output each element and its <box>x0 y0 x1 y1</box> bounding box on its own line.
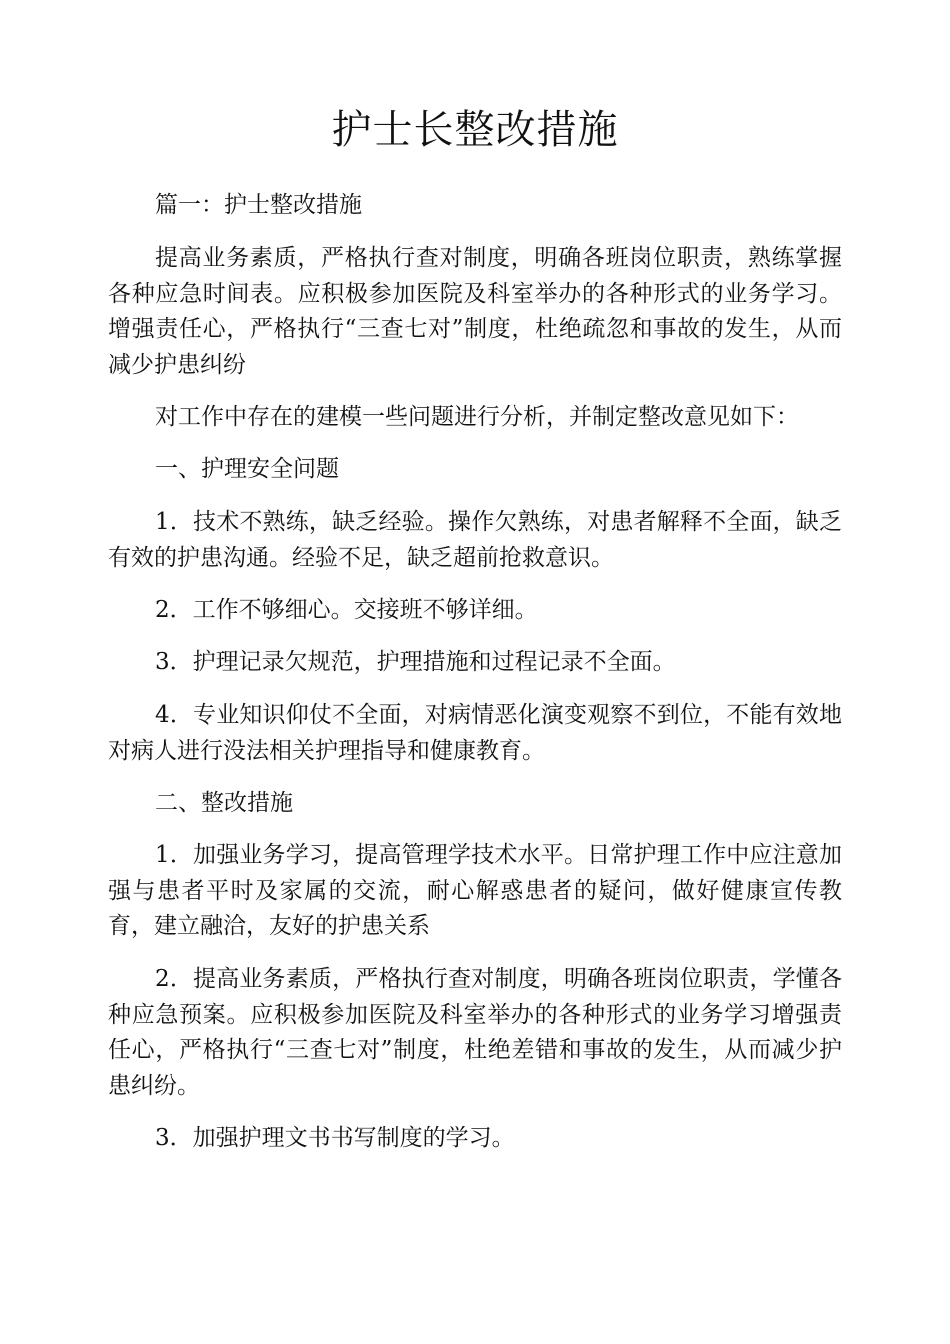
list-item-issue-3: 3．护理记录欠规范，护理措施和过程记录不全面。 <box>155 649 676 675</box>
section-heading-measures: 二、整改措施 <box>155 790 293 816</box>
list-item-measure-1: 1．加强业务学习，提高管理学技术水平。日常护理工作中应注意加强与患者平时及家属的交流，耐心解惑患者的疑问，做好健康宣传教育，建立融洽，友好的护患关系 <box>108 842 842 939</box>
list-item-measure-2: 2．提高业务素质，严格执行查对制度，明确各班岗位职责，学懂各种应急预案。应积极参加医院及科室举办的各种形式的业务学习增强责任心，严格执行“三查七对”制度，杜绝差错和事故的发生，从而减少护患纠纷。 <box>108 966 842 1099</box>
list-item-issue-2: 2．工作不够细心。交接班不够详细。 <box>155 597 538 623</box>
list-item-measure-3: 3．加强护理文书书写制度的学习。 <box>155 1125 515 1151</box>
section-heading-part-one: 篇一：护士整改措施 <box>155 192 362 218</box>
paragraph-intro: 提高业务素质，严格执行查对制度，明确各班岗位职责，熟练掌握各种应急时间表。应积极参加医院及科室举办的各种形式的业务学习。增强责任心，严格执行“三查七对”制度，杜绝疏忽和事故的发生，从而减少护患纠纷 <box>108 245 842 378</box>
list-item-issue-1: 1．技术不熟练，缺乏经验。操作欠熟练，对患者解释不全面，缺乏有效的护患沟通。经验不足，缺乏超前抢救意识。 <box>108 509 842 571</box>
paragraph-analysis-lead: 对工作中存在的建模一些问题进行分析，并制定整改意见如下： <box>155 404 799 430</box>
section-heading-safety-issues: 一、护理安全问题 <box>155 456 339 482</box>
document-title: 护士长整改措施 <box>331 107 619 153</box>
list-item-issue-4: 4．专业知识仰仗不全面，对病情恶化演变观察不到位，不能有效地对病人进行没法相关护理指导和健康教育。 <box>108 702 842 764</box>
